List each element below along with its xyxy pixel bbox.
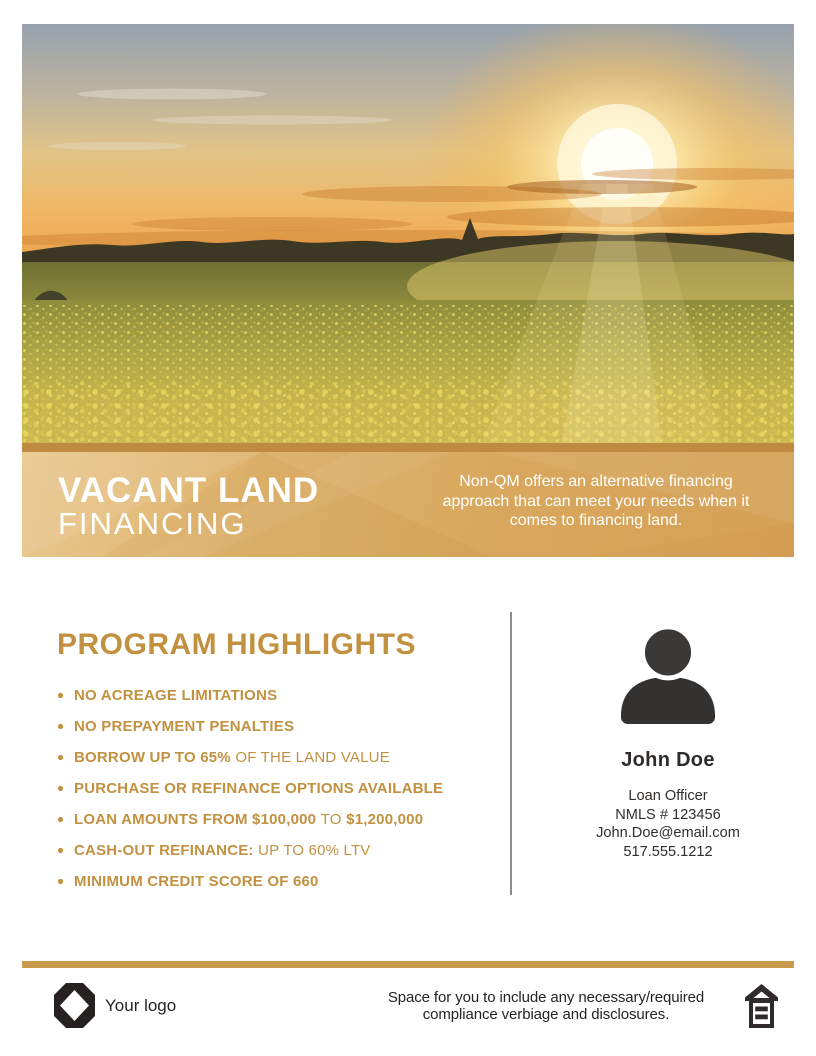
banner-description: Non-QM offers an alternative financing approach that can meet your needs when it comes to financing land. [442, 473, 750, 530]
banner-title-line2: FINANCING [58, 506, 247, 541]
bullet-text-bold2: $1,200,000 [346, 811, 424, 828]
highlights-list [57, 688, 497, 905]
hero-photo [22, 24, 794, 443]
footer-gold-bar [22, 961, 794, 968]
list-item [57, 688, 497, 703]
list-item [57, 750, 497, 765]
contact-phone: 517.555.1212 [623, 843, 713, 860]
loan-officer-card [540, 626, 796, 861]
list-item [57, 719, 497, 734]
title-banner [22, 443, 794, 557]
banner-top-strip [22, 443, 794, 452]
list-item [57, 843, 497, 858]
bullet-text-regular: OF THE LAND VALUE [235, 749, 390, 766]
compliance-text [360, 990, 732, 1023]
banner-title [58, 473, 319, 540]
compliance-line2: compliance verbiage and disclosures. [422, 1005, 670, 1023]
banner-title-line1: VACANT LAND [58, 471, 320, 510]
bullet-text-bold: BORROW UP TO 65% [74, 749, 231, 766]
list-item [57, 812, 497, 827]
person-icon [609, 626, 727, 724]
vertical-divider [510, 612, 512, 895]
sunset-field-photo [22, 24, 794, 443]
bullet-text-bold: CASH-OUT REFINANCE: [74, 842, 254, 859]
bullet-text-regular: UP TO 60% LTV [258, 842, 371, 859]
your-logo-label: Your logo [105, 996, 177, 1015]
bullet-text-bold: MINIMUM CREDIT SCORE OF 660 [74, 873, 319, 890]
list-item [57, 874, 497, 889]
bullet-text-regular: TO [320, 811, 342, 828]
contact-name: John Doe [621, 749, 715, 771]
equal-housing-lender-icon [745, 984, 778, 1029]
bullet-text-bold: LOAN AMOUNTS FROM $100,000 [74, 811, 317, 828]
bullet-text-bold: PURCHASE OR REFINANCE OPTIONS AVAILABLE [74, 780, 444, 797]
contact-email: John.Doe@email.com [596, 825, 740, 842]
program-highlights-heading: PROGRAM HIGHLIGHTS [57, 628, 416, 661]
contact-nmls: NMLS # 123456 [615, 806, 721, 823]
contact-details [540, 787, 796, 861]
bullet-text-bold: NO PREPAYMENT PENALTIES [74, 718, 295, 735]
compliance-line1: Space for you to include any necessary/required [387, 989, 705, 1006]
bullet-text-bold: NO ACREAGE LIMITATIONS [74, 687, 278, 704]
list-item [57, 781, 497, 796]
octagon-diamond-logo-icon [54, 983, 95, 1028]
contact-title: Loan Officer [628, 788, 708, 804]
